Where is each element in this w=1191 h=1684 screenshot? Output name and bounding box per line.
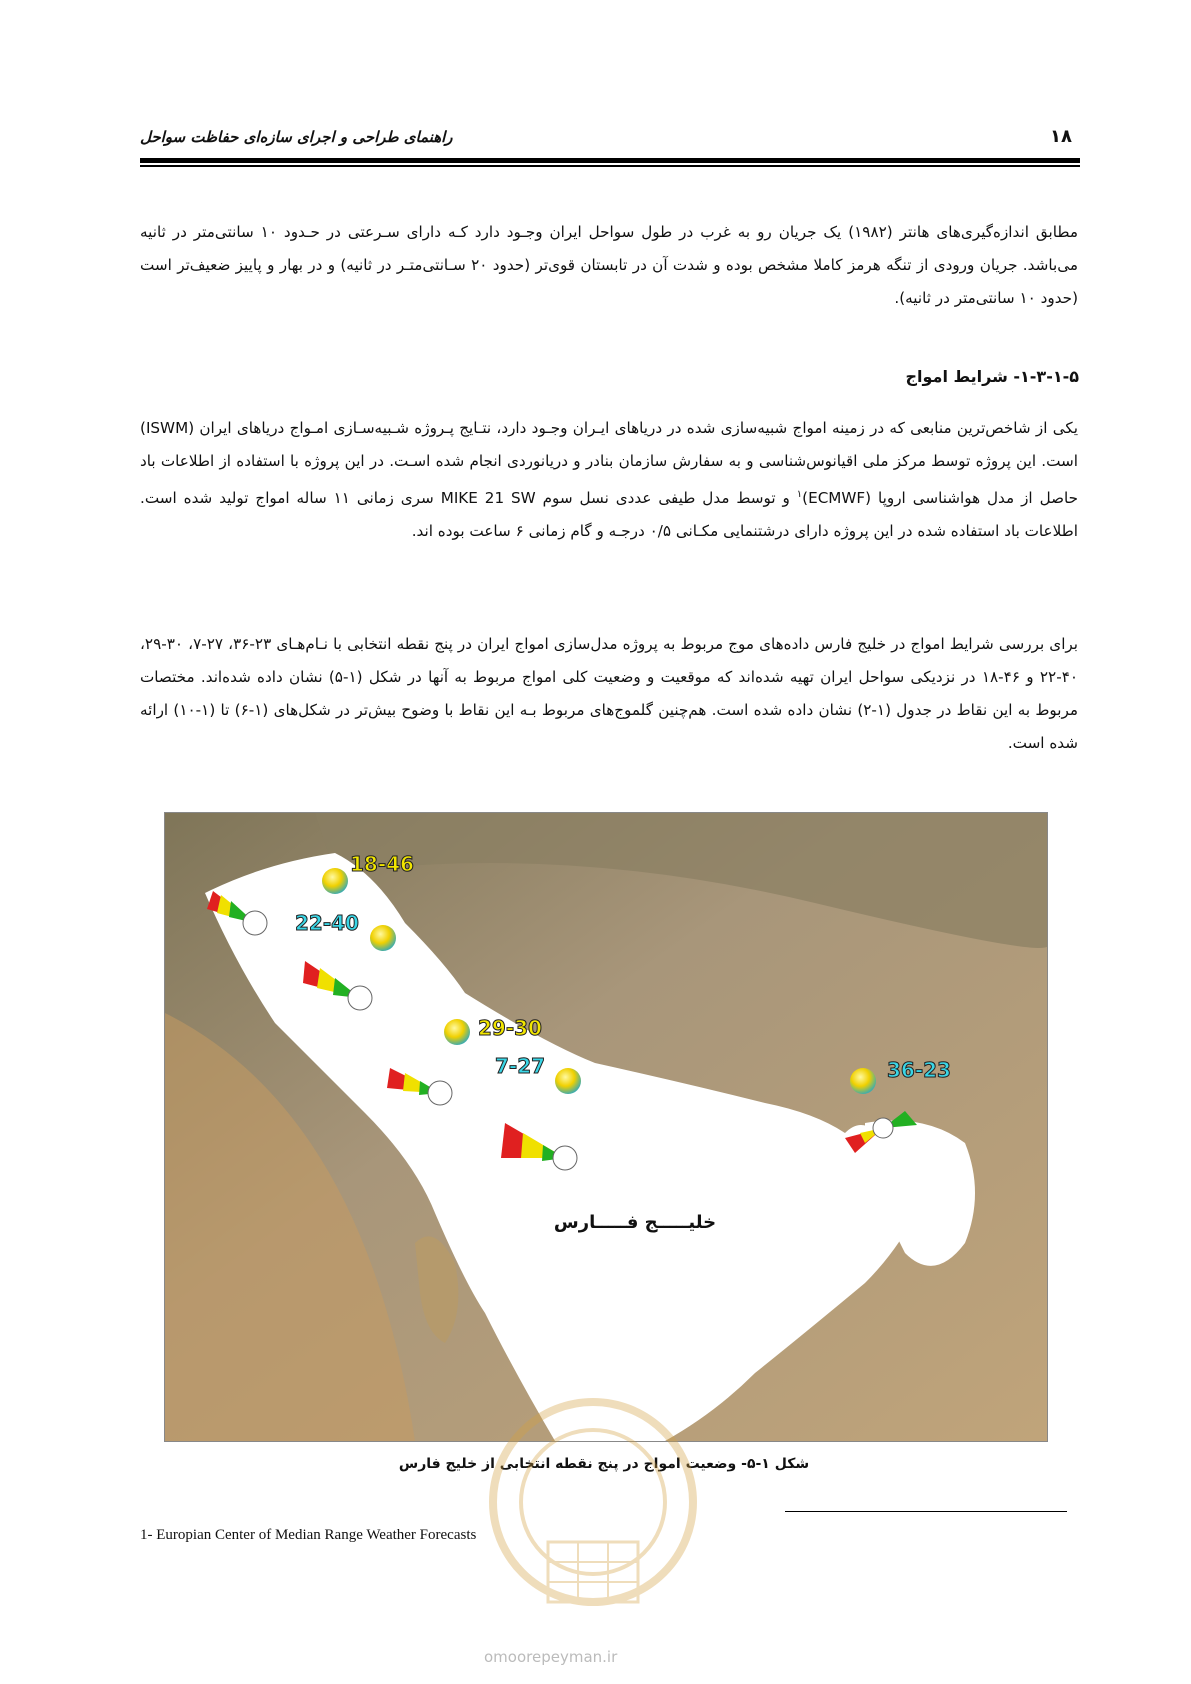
point-label-18-46: 18-46	[350, 852, 414, 876]
persian-gulf-wave-map	[164, 812, 1048, 1442]
publisher-seal-watermark	[478, 1392, 708, 1632]
header-rule	[140, 158, 1080, 163]
footnote-rule	[785, 1511, 1067, 1512]
point-marker-36-23	[850, 1068, 876, 1094]
figure-caption: شکل ۱-۵- وضعیت امواج در پنج نقطه انتخابی از خلیج فارس	[398, 1456, 810, 1472]
sea-label: خلیـــــج فـــــارس	[553, 1212, 717, 1233]
paragraph-2	[140, 412, 1078, 548]
point-marker-7-27	[555, 1068, 581, 1094]
point-label-7-27: 7-27	[495, 1054, 546, 1078]
running-title: راهنمای طراحی و اجرای سازه‌ای حفاظت سواحل	[140, 128, 453, 146]
section-heading: ۱-۳-۱-۵- شرایط امواج	[905, 367, 1079, 386]
header-rule-thin	[140, 165, 1080, 167]
watermark-url: omoorepeyman.ir	[484, 1648, 618, 1666]
point-label-36-23: 36-23	[887, 1058, 951, 1082]
page-number: ۱۸	[1050, 126, 1072, 147]
paragraph-3: برای بررسی شرایط امواج در خلیج فارس داده‌های موج مربوط به پروژه مدل‌سازی امواج ایران در پنج نقطه انتخابی با نـام‌هـای ۲۳-۳۶، ۲۷-۷، ۳۰-۲۹، ۴۰-۲۲ و ۴۶-۱۸ در نزدیکی سواحل ایران تهیه شده‌اند که موقعیت و وضعیت کلی امواج مربوط به آنها در شکل (۱-۵) نشان داده شده‌اند. مختصات مربوط به این نقاط در جدول (۱-۲) نشان داده شده است. هم‌چنین گلموج‌های مربوط بـه این نقاط با وضوح بیش‌تر در شکل‌های (۱-۶) تا (۱-۱۰) ارائه شده است.	[140, 635, 1079, 752]
paragraph-2-part1: یکی از شاخص‌ترین منابعی که در زمینه امواج شبیه‌سازی شده در دریاهای ایـران وجـود دارد، نتـایج پـروژه شـبیه‌سـازی امـواج دریاهای ایران (ISWM) است. این پروژه توسط مرکز ملی اقیانوس‌شناسی و به سفارش سازمان بنادر و دریانوردی انجام شده اسـت. در این پروژه با استفاده از اطلاعات باد حاصل از مدل هواشناسی اروپا (ECMWF)	[140, 419, 1078, 508]
point-marker-29-30	[444, 1019, 470, 1045]
footnote: 1- Europian Center of Median Range Weather Forecasts	[140, 1527, 477, 1543]
paragraph-1: مطابق اندازه‌گیری‌های هانتر (۱۹۸۲) یک جریان رو به غرب در طول سواحل ایران وجـود دارد کـه دارای سـرعتی در حـدود ۱۰ سانتی‌متر در ثانیه می‌باشد. جریان ورودی از تنگه هرمز کاملا مشخص بوده و شدت آن در تابستان قوی‌تر (حدود ۲۰ سـانتی‌متـر در ثانیه) و در بهار و پاییز ضعیف‌تر است (حدود ۱۰ سانتی‌متر در ثانیه).	[140, 223, 1078, 307]
point-label-22-40: 22-40	[295, 911, 359, 935]
paragraph-2-part2: و توسط مدل طیفی عددی نسل سوم MIKE 21 SW سری زمانی ۱۱ ساله امواج تولید شده است. اطلاعات باد استفاده شده در این پروژه دارای درشتنمایی مکـانی ۰/۵ درجـه و گام زمانی ۶ ساعت بوده اند.	[140, 489, 1078, 541]
point-label-29-30: 29-30	[478, 1016, 542, 1040]
point-marker-22-40	[370, 925, 396, 951]
point-marker-18-46	[322, 868, 348, 894]
page-header	[140, 122, 1080, 152]
footnote-marker: ۱	[796, 489, 803, 500]
